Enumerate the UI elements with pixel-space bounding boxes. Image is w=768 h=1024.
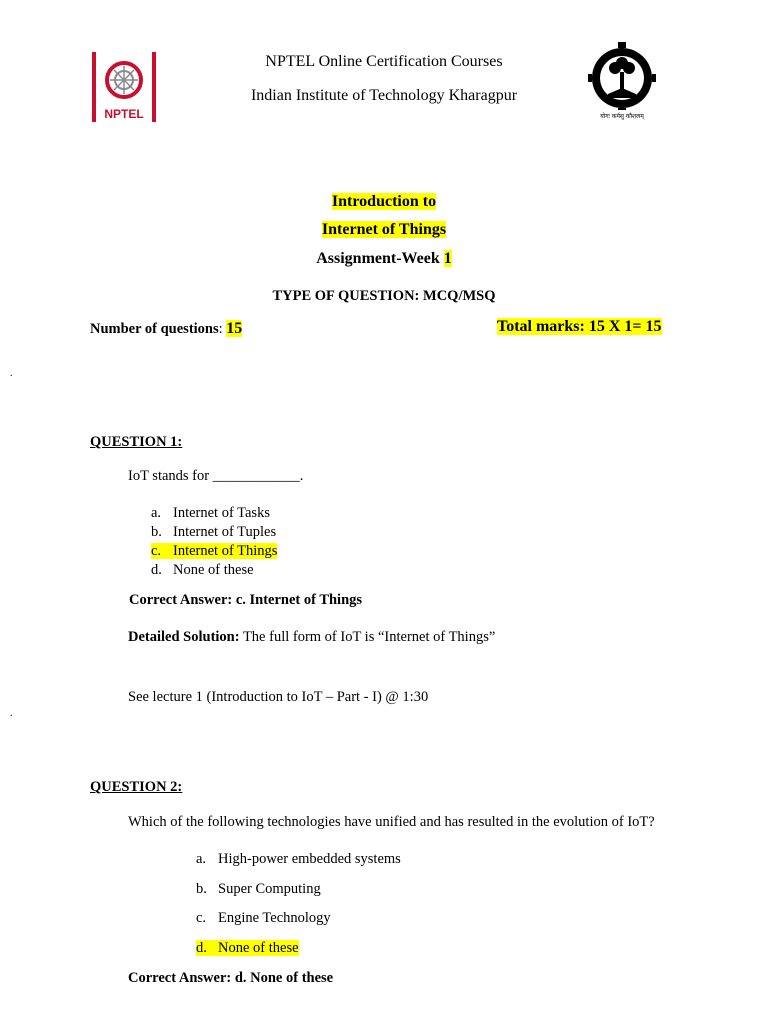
question-1-option-d: d. None of these [151,562,254,578]
iit-logo-motto: योगः कर्मसु कौशलम् [600,113,644,120]
question-2-option-a: a. High-power embedded systems [196,851,401,867]
question-type: TYPE OF QUESTION: MCQ/MSQ [272,288,496,304]
page-mark: . [10,368,13,379]
course-title-line-1: Introduction to [331,193,437,210]
nptel-logo-text: NPTEL [104,107,144,121]
number-of-questions: Number of questions: 15 [90,320,243,337]
header-line-2: Indian Institute of Technology Kharagpur [250,87,518,104]
assignment-title: Assignment-Week 1 [316,250,452,267]
question-2-option-c: c. Engine Technology [196,910,331,926]
question-1-reference: See lecture 1 (Introduction to IoT – Part - I) @ 1:30 [128,689,429,705]
course-title-line-2: Internet of Things [321,221,447,238]
question-1-solution: Detailed Solution: The full form of IoT is “Internet of Things” [128,629,496,645]
question-1-correct-answer: Correct Answer: c. Internet of Things [129,592,363,608]
question-1-option-a: a. Internet of Tasks [151,505,270,521]
header-line-1: NPTEL Online Certification Courses [265,53,503,70]
question-2-text: Which of the following technologies have unified and has resulted in the evolution of IoT? [128,814,655,830]
question-2-option-d: d. None of these [196,940,299,956]
question-2-correct-answer: Correct Answer: d. None of these [128,970,334,986]
total-marks: Total marks: 15 X 1= 15 [497,318,662,335]
question-2-heading: QUESTION 2: [90,779,183,795]
question-1-heading: QUESTION 1: [90,434,183,450]
question-1-text: IoT stands for ____________. [128,468,304,484]
question-2-option-b: b. Super Computing [196,881,321,897]
question-1-option-c: c. Internet of Things [151,543,278,559]
page-mark: . [10,708,13,719]
question-1-option-b: b. Internet of Tuples [151,524,277,540]
